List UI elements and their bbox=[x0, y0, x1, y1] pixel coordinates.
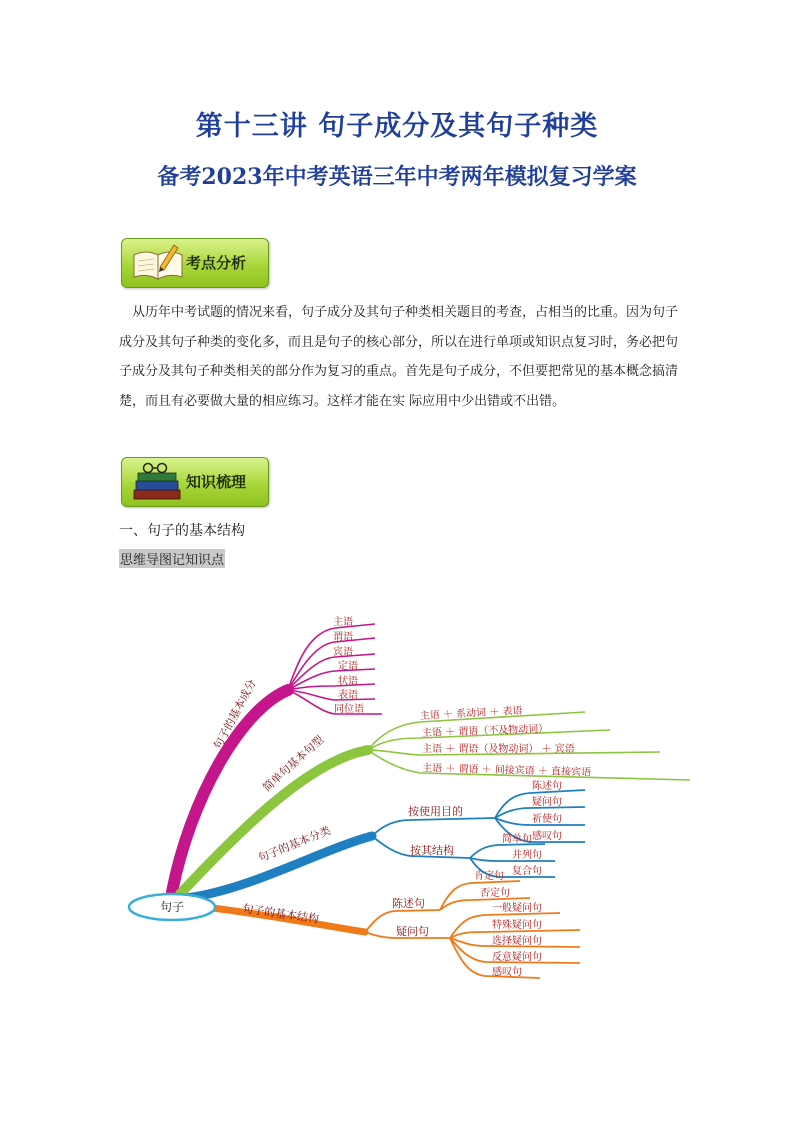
type-imperative: 祈使句 bbox=[532, 814, 562, 825]
section-label-knowledge: 知识梳理 bbox=[186, 473, 247, 491]
type-compound: 并列句 bbox=[512, 850, 542, 861]
struct-exclamatory: 感叹句 bbox=[492, 967, 522, 978]
branch-label-patterns: 简单句基本句型 bbox=[260, 733, 327, 795]
analysis-paragraph: 从历年中考试题的情况来看，句子成分及其句子种类相关题目的考查，占相当的比重。因为句子成分及其句子种类的变化多，而且是句子的核心部分，所以在进行单项或知识点复习时，务必把句子成分及其句子种类相关的部分作为复习的重点。首先是句子成分，不但要把常见的基本概念搞清楚，而且有必要做大量的相应练习。这样才能在实 际应用中少出错或不出错。 bbox=[119, 305, 679, 409]
leaf-attributive: 定语 bbox=[338, 661, 358, 672]
group-interrogative: 疑问句 bbox=[396, 925, 429, 938]
page-title: 第十三讲 句子成分及其句子种类 bbox=[195, 111, 599, 142]
struct-negative: 否定句 bbox=[480, 888, 510, 899]
leaf-appositive: 同位语 bbox=[334, 704, 364, 715]
branch-label-components: 句子的基本成分 bbox=[211, 677, 259, 752]
pattern-svp: 主语 ＋ 系动词 ＋ 表语 bbox=[419, 705, 523, 722]
section-label-analysis: 考点分析 bbox=[186, 254, 247, 272]
mind-map bbox=[120, 600, 700, 990]
highlighted-subheading: 思维导图记知识点 bbox=[119, 549, 225, 568]
leaf-object: 宾语 bbox=[333, 647, 353, 658]
type-declarative: 陈述句 bbox=[532, 781, 562, 792]
page-subtitle: 备考2023年中考英语三年中考两年模拟复习学案 bbox=[157, 164, 637, 190]
type-simple: 简单句 bbox=[502, 834, 532, 845]
books-glasses-icon bbox=[130, 460, 186, 504]
struct-affirmative: 肯定句 bbox=[474, 871, 504, 882]
type-exclamatory: 感叹句 bbox=[532, 831, 562, 842]
section-banner-analysis bbox=[121, 238, 269, 288]
branch-label-types: 句子的基本分类 bbox=[256, 823, 333, 865]
leaf-adverbial: 状语 bbox=[338, 676, 358, 687]
pattern-svo: 主语 ＋ 谓语（及物动词） ＋ 宾语 bbox=[422, 744, 575, 755]
type-interrogative: 疑问句 bbox=[532, 797, 562, 808]
leaf-subject: 主语 bbox=[333, 617, 353, 628]
struct-special-question: 特殊疑问句 bbox=[492, 920, 542, 931]
group-by-purpose: 按使用目的 bbox=[408, 805, 463, 818]
pattern-sv: 主语 ＋ 谓语（不及物动词） bbox=[421, 723, 549, 739]
leaf-predicative: 表语 bbox=[338, 690, 358, 701]
leaf-predicate: 谓语 bbox=[333, 632, 353, 643]
notebook-pencil-icon bbox=[130, 241, 186, 285]
type-complex: 复合句 bbox=[512, 866, 542, 877]
group-by-structure: 按其结构 bbox=[410, 844, 454, 857]
pattern-svoo: 主语 ＋ 谓语 ＋ 间接宾语 ＋ 直接宾语 bbox=[421, 763, 592, 779]
root-label: 句子 bbox=[159, 900, 185, 914]
struct-tag-question: 反意疑问句 bbox=[492, 952, 542, 963]
group-declarative: 陈述句 bbox=[392, 897, 425, 910]
section-banner-knowledge bbox=[121, 457, 269, 507]
struct-general-question: 一般疑问句 bbox=[492, 903, 542, 914]
section-heading: 一、句子的基本结构 bbox=[119, 523, 245, 539]
branch-label-structure: 句子的基本结构 bbox=[241, 902, 320, 926]
struct-alternative-question: 选择疑问句 bbox=[492, 936, 542, 947]
